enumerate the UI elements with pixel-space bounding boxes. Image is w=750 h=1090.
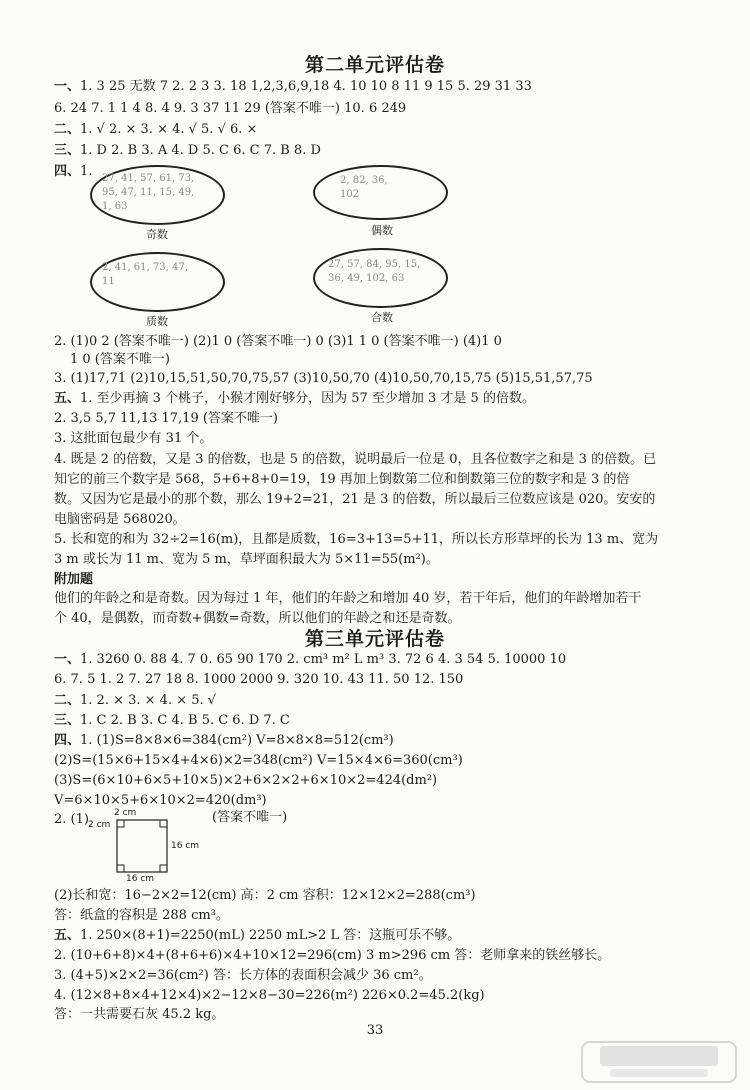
answer-text: 1. D 2. B 3. A 4. D 5. C 6. C 7. B 8. D — [80, 143, 321, 158]
u3-s4-q2-note: (答案不唯一) — [212, 810, 288, 825]
page-number: 33 — [366, 1023, 384, 1038]
u3-s5-4: 4. (12×8+8×4+12×4)×2−12×8−30=226(m²) 226×0.2=45.2(kg) — [54, 988, 485, 1003]
u2-s5-1 — [54, 389, 535, 409]
unit3-title: 第三单元评估卷 — [304, 628, 445, 650]
answer-text: 1. C 2. B 3. C 4. B 5. C 6. D 7. C — [80, 713, 290, 728]
prime-caption: 质数 — [146, 315, 168, 328]
even-numbers: 2, 82, 36, 102 — [340, 175, 388, 200]
u2-s5-4d: 电脑密码是 568020。 — [54, 512, 186, 527]
u2-s4-2b: 1 0 (答案不唯一) — [70, 352, 170, 367]
corner-cut-tl — [117, 820, 124, 827]
u3-s1-line1 — [54, 650, 566, 670]
answer-text: 1. — [80, 164, 93, 179]
corner-cut-tr — [160, 820, 167, 827]
u2-s5-5a: 5. 长和宽的和为 32÷2=16(m)，且都是质数，16=3+13=5+11，所以长方形草坪的长为 13 m、宽为 — [54, 532, 659, 547]
section-label: 一、 — [54, 652, 81, 667]
watermark-logo — [580, 1040, 738, 1084]
extra-title: 附加题 — [54, 572, 94, 587]
answer-text: 1. 至少再摘 3 个桃子，小猴才刚好够分，因为 57 至少增加 3 才是 5 的倍数。 — [80, 391, 535, 406]
corner-cut-bl — [117, 865, 124, 872]
prime-numbers: 2, 41, 61, 73, 47, 11 — [102, 262, 188, 287]
u2-s5-4a: 4. 既是 2 的倍数，又是 3 的倍数，也是 5 的倍数，说明最后一位是 0，且各位数字之和是 3 的倍数。已 — [54, 452, 657, 467]
u2-s5-2: 2. 3,5 5,7 11,13 17,19 (答案不唯一) — [54, 411, 278, 426]
answer-text: 1. 250×(8+1)=2250(mL) 2250 mL>2 L 答：这瓶可乐不够。 — [80, 928, 461, 943]
answer-text: 1. 3260 0. 88 4. 7 0. 65 90 170 2. cm³ m² L m³ 3. 72 6 4. 3 54 5. 10000 10 — [80, 652, 567, 667]
section-label: 二、 — [54, 693, 81, 708]
section-label: 五、 — [54, 391, 81, 406]
u2-s3 — [54, 141, 321, 161]
u2-s4-2a: 2. (1)0 2 (答案不唯一) (2)1 0 (答案不唯一) 0 (3)1 1 0 (答案不唯一) (4)1 0 — [54, 334, 502, 349]
u3-s4-q2b: (2)长和宽：16−2×2=12(cm) 高：2 cm 容积：12×12×2=288(cm³) — [54, 888, 476, 903]
u3-s5-1 — [54, 926, 460, 946]
u3-s1-line2: 6. 7. 5 1. 2 7. 27 18 8. 1000 2000 9. 320 10. 43 11. 50 12. 150 — [54, 672, 464, 687]
answer-text: 1. √ 2. × 3. × 4. √ 5. √ 6. × — [80, 122, 258, 137]
u3-s5-2: 2. (10+6+8)×4+(8+6+6)×4+10×12=296(cm) 3 m>296 cm 答：老师拿来的铁丝够长。 — [54, 948, 611, 963]
section-label: 三、 — [54, 143, 81, 158]
odd-numbers: 27, 41, 57, 61, 73, 95, 47, 11, 15, 49, 1, 63 — [102, 173, 195, 212]
u3-s5-4b: 答：一共需要石灰 45.2 kg。 — [54, 1007, 225, 1022]
u2-s2 — [54, 120, 257, 140]
composite-caption: 合数 — [371, 311, 393, 324]
u2-s4-3: 3. (1)17,71 (2)10,15,51,50,70,75,57 (3)10,50,70 (4)10,50,70,15,75 (5)15,51,57,75 — [54, 371, 593, 386]
diagram-left-label: 2 cm — [88, 820, 111, 830]
odd-caption: 奇数 — [146, 228, 168, 241]
u3-s4-q2: 2. (1) — [54, 812, 89, 827]
diagram-top-label: 2 cm — [114, 808, 137, 818]
answer-text: 1. 2. × 3. × 4. × 5. √ — [80, 693, 217, 708]
box-net-diagram — [86, 808, 216, 886]
diagram-right-label: 16 cm — [171, 841, 200, 851]
section-label: 二、 — [54, 122, 81, 137]
u3-s4-2: (2)S=(15×6+15×4+4×6)×2=348(cm²) V=15×4×6=360(cm³) — [54, 753, 463, 768]
section-label: 五、 — [54, 928, 81, 943]
u3-s3 — [54, 711, 290, 731]
unit2-title: 第二单元评估卷 — [304, 54, 445, 76]
section-label: 三、 — [54, 713, 81, 728]
section-label: 一、 — [54, 79, 81, 94]
extra-a: 他们的年龄之和是奇数。因为每过 1 年，他们的年龄之和增加 40 岁，若干年后，他们的年龄增加若干 — [54, 591, 642, 606]
u3-s4-3: (3)S=(6×10+6×5+10×5)×2+6×2×2+6×10×2=424(dm²) — [54, 773, 438, 788]
even-caption: 偶数 — [371, 224, 393, 237]
u2-s5-4c: 数。又因为它是最小的那个数，那么 19+2=21，21 是 3 的倍数，所以最后三位数应该是 020。安安的 — [54, 492, 656, 507]
u2-s1-line1 — [54, 77, 532, 97]
section-label: 四、 — [54, 164, 81, 179]
u2-s5-4b: 知它的前三个数字是 568，5+6+8+0=19，19 再加上倒数第二位和倒数第三位的数字和是 3 的倍 — [54, 472, 630, 487]
u3-s4-q2c: 答：纸盒的容积是 288 cm³。 — [54, 908, 229, 923]
u2-s4-head — [54, 162, 92, 182]
u3-s4-4: V=6×10×5+6×10×2=420(dm³) — [54, 793, 267, 808]
answer-text: 1. 3 25 无数 7 2. 2 3 3. 18 1,2,3,6,9,18 4. 10 10 8 11 9 15 5. 29 31 33 — [80, 79, 532, 94]
diagram-bottom-label: 16 cm — [126, 874, 155, 884]
corner-cut-br — [160, 865, 167, 872]
u2-s5-3: 3. 这批面包最少有 31 个。 — [54, 431, 213, 446]
answer-text: 1. (1)S=8×8×6=384(cm²) V=8×8×8=512(cm³) — [80, 733, 394, 748]
u3-s5-3: 3. (4+5)×2×2=36(cm²) 答：长方体的表面积会减少 36 cm²。 — [54, 968, 432, 983]
composite-numbers: 27, 57, 84, 95, 15, 36, 49, 102, 63 — [328, 259, 421, 284]
u3-s4-1 — [54, 731, 394, 751]
extra-b: 个 40，是偶数，而奇数+偶数=奇数，所以他们的年龄之和还是奇数。 — [54, 611, 461, 626]
net-square — [117, 820, 167, 872]
watermark-svg — [580, 1040, 738, 1084]
u2-s1-line2: 6. 24 7. 1 1 4 8. 4 9. 3 37 11 29 (答案不唯一) 10. 6 249 — [54, 101, 407, 116]
section-label: 四、 — [54, 733, 81, 748]
u3-s2 — [54, 691, 216, 711]
u2-s5-5b: 3 m 或长为 11 m、宽为 5 m，草坪面积最大为 5×11=55(m²)。 — [54, 552, 439, 567]
